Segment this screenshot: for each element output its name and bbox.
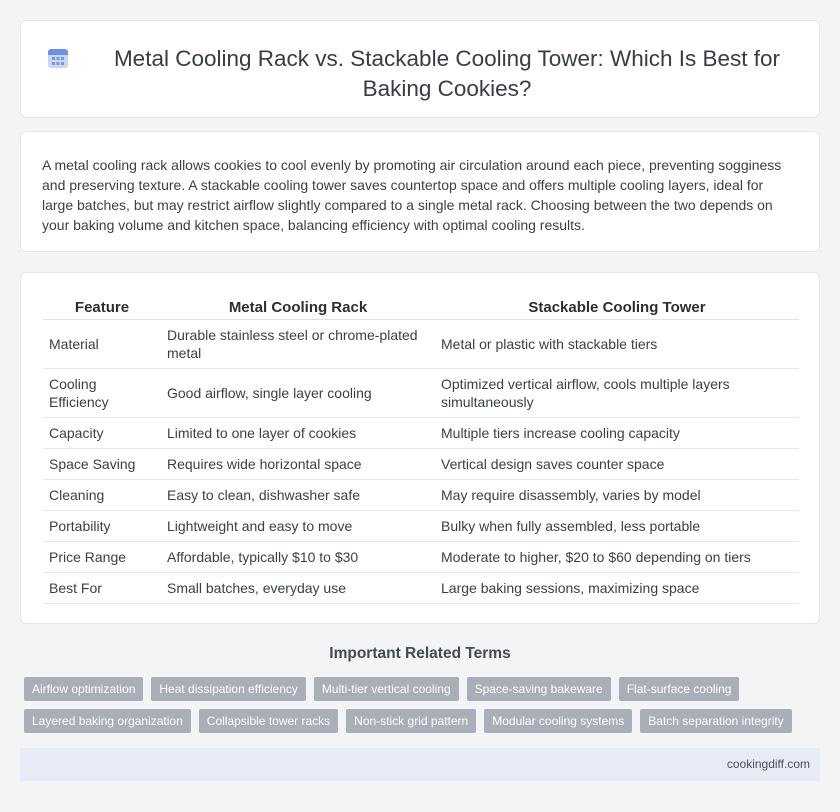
feature-cell: Price Range <box>43 542 161 573</box>
rack-cell: Small batches, everyday use <box>161 573 435 604</box>
tag-collapsible-tower-racks[interactable]: Collapsible tower racks <box>199 709 338 733</box>
footer-site-link[interactable]: cookingdiff.com <box>726 757 810 771</box>
feature-cell: Portability <box>43 511 161 542</box>
table-row <box>43 573 799 604</box>
rack-cell: Affordable, typically $10 to $30 <box>161 542 435 573</box>
tag-batch-separation-integrity[interactable]: Batch separation integrity <box>640 709 791 733</box>
comparison-table <box>43 296 799 604</box>
feature-cell: Best For <box>43 573 161 604</box>
tag-space-saving-bakeware[interactable]: Space-saving bakeware <box>467 677 611 701</box>
tag-heat-dissipation-efficiency[interactable]: Heat dissipation efficiency <box>151 677 306 701</box>
feature-cell: Cleaning <box>43 480 161 511</box>
rack-cell: Durable stainless steel or chrome-plated metal <box>161 320 435 369</box>
table-row <box>43 369 799 418</box>
feature-cell: Cooling Efficiency <box>43 369 161 418</box>
table-row <box>43 449 799 480</box>
rack-cell: Requires wide horizontal space <box>161 449 435 480</box>
related-terms-tags <box>24 677 804 741</box>
header-metal-cooling-rack: Metal Cooling Rack <box>161 296 435 320</box>
table-row <box>43 418 799 449</box>
header-stackable-cooling-tower: Stackable Cooling Tower <box>435 296 799 320</box>
intro-card <box>20 131 820 252</box>
tag-modular-cooling-systems[interactable]: Modular cooling systems <box>484 709 632 733</box>
tag-multi-tier-vertical-cooling[interactable]: Multi-tier vertical cooling <box>314 677 459 701</box>
feature-cell: Material <box>43 320 161 369</box>
feature-cell: Capacity <box>43 418 161 449</box>
footer-bar <box>20 748 820 781</box>
related-terms-title: Important Related Terms <box>329 645 511 662</box>
tower-cell: Large baking sessions, maximizing space <box>435 573 799 604</box>
tower-cell: Bulky when fully assembled, less portable <box>435 511 799 542</box>
tower-cell: Metal or plastic with stackable tiers <box>435 320 799 369</box>
table-row <box>43 542 799 573</box>
header-feature: Feature <box>43 296 161 320</box>
rack-cell: Easy to clean, dishwasher safe <box>161 480 435 511</box>
tag-layered-baking-organization[interactable]: Layered baking organization <box>24 709 191 733</box>
page-title: Metal Cooling Rack vs. Stackable Cooling Tower: Which Is Best for Baking Cookies? <box>113 46 781 101</box>
feature-cell: Space Saving <box>43 449 161 480</box>
table-row <box>43 480 799 511</box>
rack-cell: Limited to one layer of cookies <box>161 418 435 449</box>
comparison-table-card <box>20 272 820 624</box>
rack-cell: Good airflow, single layer cooling <box>161 369 435 418</box>
tag-flat-surface-cooling[interactable]: Flat-surface cooling <box>619 677 740 701</box>
tower-cell: May require disassembly, varies by model <box>435 480 799 511</box>
tower-cell: Moderate to higher, $20 to $60 depending on tiers <box>435 542 799 573</box>
tower-cell: Multiple tiers increase cooling capacity <box>435 418 799 449</box>
table-row <box>43 320 799 369</box>
tower-cell: Optimized vertical airflow, cools multiple layers simultaneously <box>435 369 799 418</box>
rack-cell: Lightweight and easy to move <box>161 511 435 542</box>
table-header-row <box>43 296 799 320</box>
tag-non-stick-grid-pattern[interactable]: Non-stick grid pattern <box>346 709 476 733</box>
tower-cell: Vertical design saves counter space <box>435 449 799 480</box>
intro-paragraph: A metal cooling rack allows cookies to cool evenly by promoting air circulation around each piece, preventing sogginess and preserving texture. A stackable cooling tower saves countertop space and offers multiple cooling layers, ideal for large batches, but may restrict airflow slightly compared to a single metal rack. Choosing between the two depends on your baking volume and kitchen space, balancing efficiency with optimal cooling results. <box>42 157 782 233</box>
table-row <box>43 511 799 542</box>
tag-airflow-optimization[interactable]: Airflow optimization <box>24 677 143 701</box>
